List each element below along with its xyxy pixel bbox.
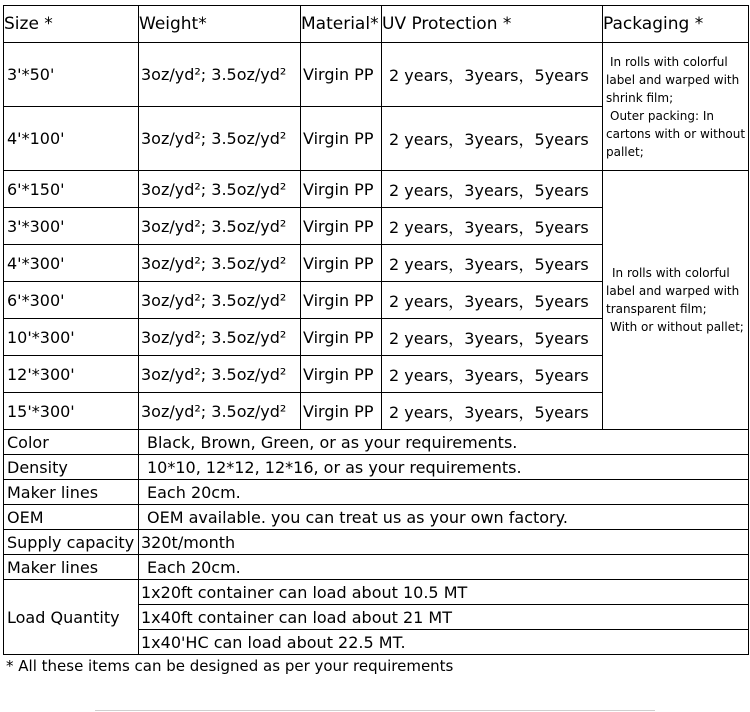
packaging-cell-rolls-shrink-film: [603, 43, 749, 171]
header-weight: Weight*: [139, 6, 301, 43]
load-quantity-value: 1x40ft container can load about 21 MT: [139, 605, 749, 630]
spec-label: OEM: [4, 505, 139, 530]
table-row: [4, 171, 749, 208]
size-cell: 4'*300': [4, 245, 139, 282]
load-quantity-row: [4, 580, 749, 605]
packaging-line: Outer packing: In: [610, 108, 714, 123]
uv-cell: 2 years，3years，5years: [382, 245, 603, 282]
material-cell: Virgin PP: [301, 356, 382, 393]
material-cell: Virgin PP: [301, 245, 382, 282]
weight-cell: 3oz/yd²; 3.5oz/yd²: [139, 393, 301, 430]
weight-cell: 3oz/yd²; 3.5oz/yd²: [139, 356, 301, 393]
packaging-line: shrink film;: [606, 90, 674, 105]
uv-cell: 2 years，3years，5years: [382, 319, 603, 356]
size-cell: 4'*100': [4, 107, 139, 171]
spec-row-maker-lines-2: [4, 555, 749, 580]
packaging-line: In rolls with colorful: [610, 54, 728, 69]
weight-cell: 3oz/yd²; 3.5oz/yd²: [139, 107, 301, 171]
load-quantity-value: 1x20ft container can load about 10.5 MT: [139, 580, 749, 605]
packaging-line: cartons with or without: [606, 126, 746, 141]
size-cell: 15'*300': [4, 393, 139, 430]
material-cell: Virgin PP: [301, 171, 382, 208]
header-material: Material*: [301, 6, 382, 43]
header-row: [4, 6, 749, 43]
material-cell: Virgin PP: [301, 107, 382, 171]
uv-cell: 2 years，3years，5years: [382, 356, 603, 393]
uv-cell: 2 years，3years，5years: [382, 107, 603, 171]
size-cell: 10'*300': [4, 319, 139, 356]
material-cell: Virgin PP: [301, 282, 382, 319]
spec-row-supply-capacity: [4, 530, 749, 555]
load-quantity-label: Load Quantity: [4, 580, 139, 655]
uv-cell: 2 years，3years，5years: [382, 282, 603, 319]
header-size: Size *: [4, 6, 139, 43]
divider: [95, 710, 655, 711]
uv-cell: 2 years，3years，5years: [382, 393, 603, 430]
packaging-line: transparent film;: [606, 302, 707, 316]
size-cell: 6'*300': [4, 282, 139, 319]
spec-row-maker-lines: [4, 480, 749, 505]
spec-label: Maker lines: [4, 480, 139, 505]
spec-table: [3, 5, 749, 655]
spec-value: Black, Brown, Green, or as your requirements.: [139, 430, 749, 455]
size-cell: 3'*300': [4, 208, 139, 245]
uv-cell: 2 years，3years，5years: [382, 43, 603, 107]
packaging-line: label and warped with: [606, 72, 740, 87]
weight-cell: 3oz/yd²; 3.5oz/yd²: [139, 43, 301, 107]
size-cell: 12'*300': [4, 356, 139, 393]
packaging-line: label and warped with: [606, 284, 740, 298]
packaging-line: With or without pallet;: [610, 320, 744, 334]
uv-cell: 2 years，3years，5years: [382, 171, 603, 208]
spec-label: Supply capacity: [4, 530, 139, 555]
weight-cell: 3oz/yd²; 3.5oz/yd²: [139, 282, 301, 319]
table-row: [4, 43, 749, 107]
weight-cell: 3oz/yd²; 3.5oz/yd²: [139, 208, 301, 245]
spec-label: Density: [4, 455, 139, 480]
spec-value: 10*10, 12*12, 12*16, or as your requirements.: [139, 455, 749, 480]
material-cell: Virgin PP: [301, 393, 382, 430]
spec-value: Each 20cm.: [139, 555, 749, 580]
footnote: * All these items can be designed as per your requirements: [6, 657, 454, 675]
spec-label: Maker lines: [4, 555, 139, 580]
spec-label: Color: [4, 430, 139, 455]
header-uv-protection: UV Protection *: [382, 6, 603, 43]
header-packaging: Packaging *: [603, 6, 749, 43]
weight-cell: 3oz/yd²; 3.5oz/yd²: [139, 319, 301, 356]
spec-row-oem: [4, 505, 749, 530]
packaging-line: pallet;: [606, 144, 644, 159]
spec-row-color: [4, 430, 749, 455]
material-cell: Virgin PP: [301, 43, 382, 107]
spec-value: Each 20cm.: [139, 480, 749, 505]
weight-cell: 3oz/yd²; 3.5oz/yd²: [139, 245, 301, 282]
load-quantity-value: 1x40'HC can load about 22.5 MT.: [139, 630, 749, 655]
material-cell: Virgin PP: [301, 208, 382, 245]
spec-value: OEM available. you can treat us as your own factory.: [139, 505, 749, 530]
size-cell: 6'*150': [4, 171, 139, 208]
spec-row-density: [4, 455, 749, 480]
size-cell: 3'*50': [4, 43, 139, 107]
packaging-cell-rolls-transparent-film: [603, 171, 749, 430]
weight-cell: 3oz/yd²; 3.5oz/yd²: [139, 171, 301, 208]
material-cell: Virgin PP: [301, 319, 382, 356]
packaging-line: In rolls with colorful: [612, 266, 730, 280]
spec-value: 320t/month: [139, 530, 749, 555]
uv-cell: 2 years，3years，5years: [382, 208, 603, 245]
